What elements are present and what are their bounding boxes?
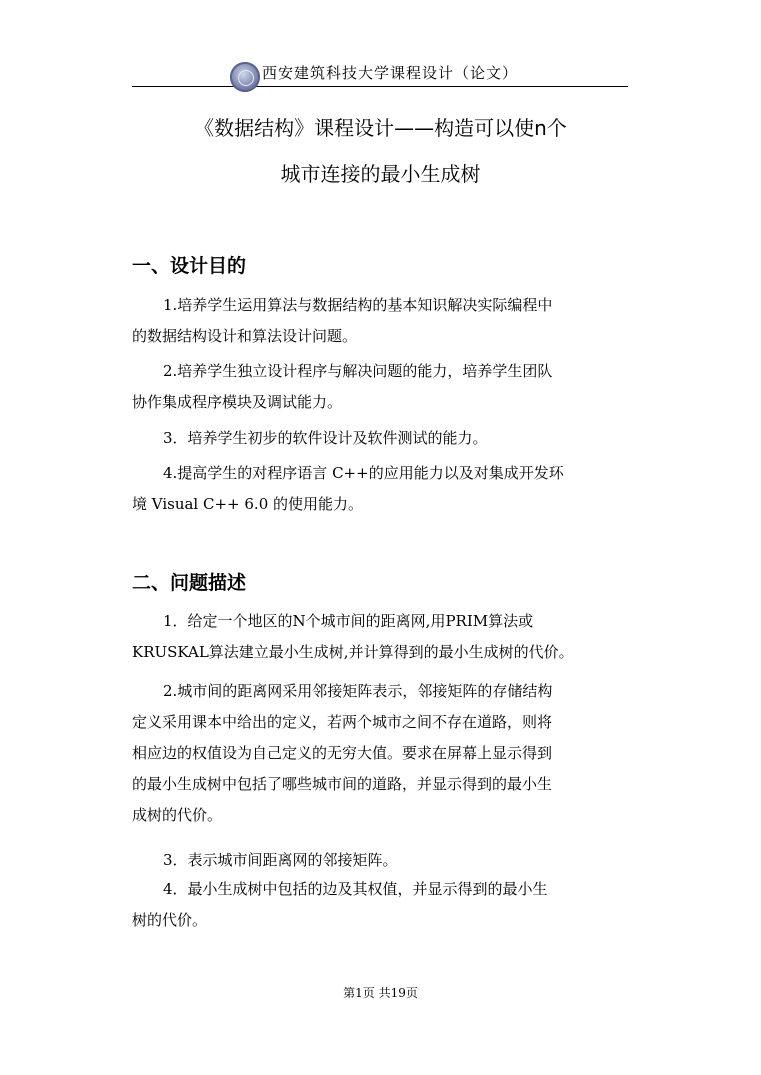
paragraph-line: 3．培养学生初步的软件设计及软件测试的能力。	[163, 429, 488, 447]
header-rule	[132, 86, 628, 87]
paragraph-line: 1．给定一个地区的N个城市间的距离网,用PRIM算法或	[163, 612, 534, 630]
section-heading-design-purpose: 一、设计目的	[132, 255, 247, 277]
university-logo-icon	[230, 62, 260, 92]
paragraph	[132, 874, 632, 936]
paragraph	[132, 845, 632, 876]
paragraph-line: 成树的代价。	[132, 806, 223, 824]
paragraph-line: 1.培养学生运用算法与数据结构的基本知识解决实际编程中	[163, 296, 553, 314]
paragraph-line: 协作集成程序模块及调试能力。	[132, 393, 343, 411]
paragraph-line: 的数据结构设计和算法设计问题。	[132, 327, 358, 345]
paragraph-line: 的最小生成树中包括了哪些城市间的道路，并显示得到的最小生	[132, 775, 553, 793]
page-number: 第1页 共19页	[343, 986, 418, 1000]
paragraph	[132, 290, 632, 352]
header-text: 西安建筑科技大学课程设计（论文）	[262, 64, 519, 82]
paragraph-line: 树的代价。	[132, 911, 208, 929]
paragraph-line: 定义采用课本中给出的定义，若两个城市之间不存在道路，则将	[132, 713, 553, 731]
paragraph	[132, 356, 632, 418]
paragraph	[132, 676, 632, 831]
paragraph-line: 3．表示城市间距离网的邻接矩阵。	[163, 851, 398, 869]
section-heading-problem-description: 二、问题描述	[132, 572, 247, 594]
paragraph-line: 2.培养学生独立设计程序与解决问题的能力，培养学生团队	[163, 362, 553, 380]
document-title-line-2: 城市连接的最小生成树	[280, 162, 481, 186]
page-header	[132, 60, 628, 90]
paragraph	[132, 606, 632, 668]
paragraph-line: 2.城市间的距离网采用邻接矩阵表示，邻接矩阵的存储结构	[163, 682, 553, 700]
paragraph-line: 相应边的权值设为自己定义的无穷大值。要求在屏幕上显示得到	[132, 744, 553, 762]
document-title-line-1: 《数据结构》课程设计——构造可以使n个	[194, 116, 567, 140]
paragraph	[132, 458, 632, 520]
paragraph	[132, 423, 632, 454]
paragraph-line: 4．最小生成树中包括的边及其权值，并显示得到的最小生	[163, 880, 548, 898]
paragraph-line: KRUSKAL算法建立最小生成树,并计算得到的最小生成树的代价。	[132, 643, 574, 661]
paragraph-line: 4.提高学生的对程序语言 C++的应用能力以及对集成开发环	[163, 464, 564, 482]
paragraph-line: 境 Visual C++ 6.0 的使用能力。	[132, 495, 364, 513]
